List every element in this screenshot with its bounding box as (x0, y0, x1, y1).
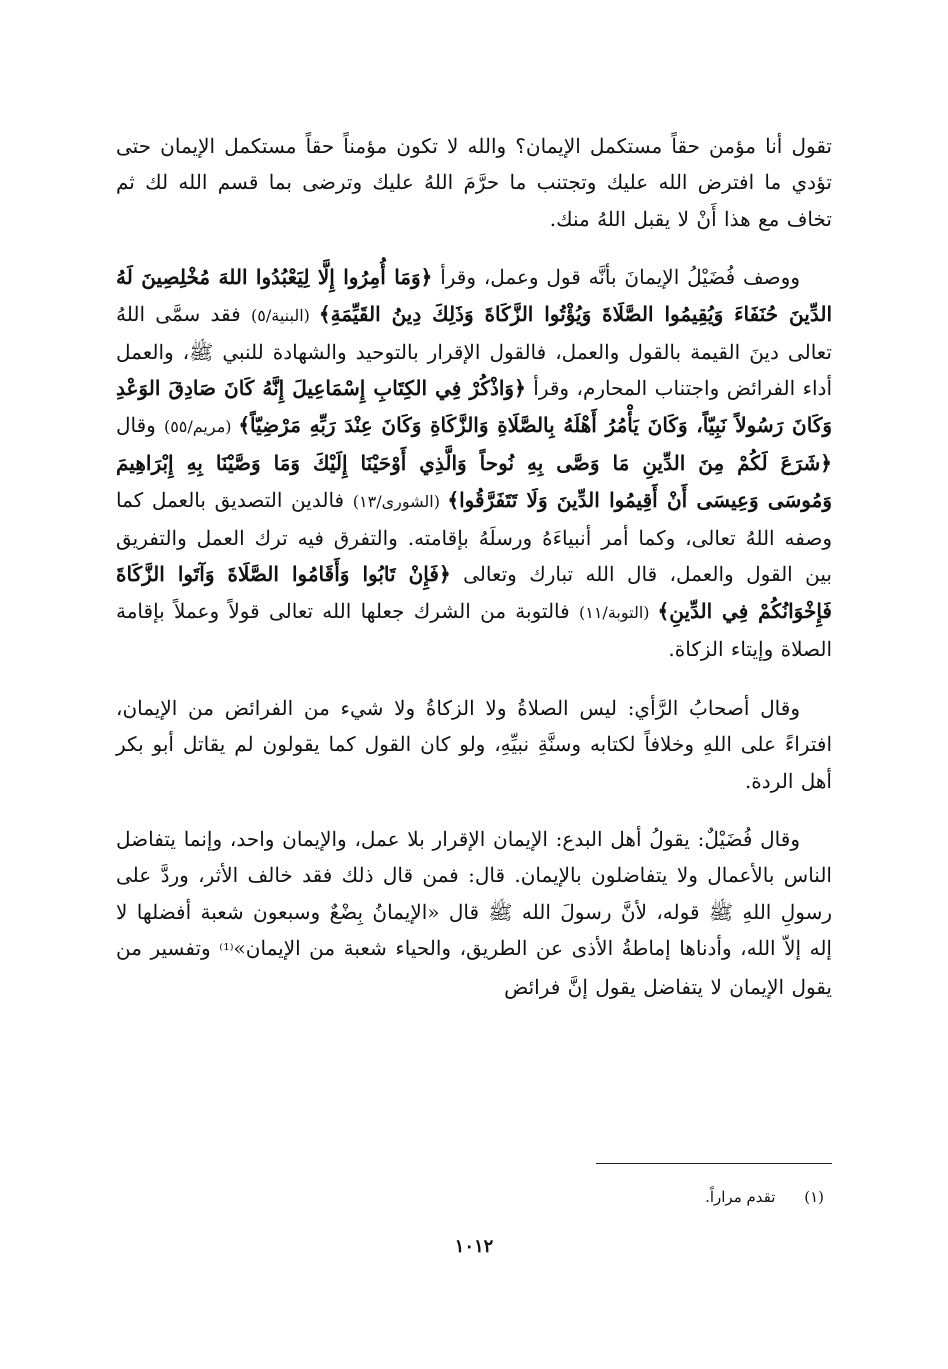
paragraph (116, 259, 832, 667)
verse-reference: (مريم/٥٥) (163, 416, 239, 436)
body-text: فقد سمَّى اللهُ تعالى دينَ القيمة بالقول والعمل، فالقول الإقرار بالتوحيد والشهادة للنبي ﷺ، والعمل أداء الفرائض واجتناب المحارم، وقرأ (116, 301, 833, 401)
body-text: فالدين التصديق بالعمل كما وصفه اللهُ تعالى، وكما أمر أنبياءَهُ ورسلَهُ بإقامته. والتفرق فيه ترك العمل والتفريق بين القول والعمل، قال الله تبارك وتعالى (116, 487, 832, 587)
footnote-separator (596, 1163, 832, 1164)
paragraph (116, 821, 832, 1005)
quran-verse: ﴿فَإِنْ تَابُوا وَأَقَامُوا الصَّلَاةَ وَآتَوا الزَّكَاةَ فَإِخْوَانُكُمْ فِي الدِّينِ﴾ (116, 562, 832, 623)
verse-reference: (البنية/٥) (251, 305, 319, 325)
quran-verse: ﴿وَاذْكُرْ فِي الكِتَابِ إِسْمَاعِيلَ إِنَّهُ كَانَ صَادِقَ الوَعْدِ وَكَانَ رَسُولاً نَبِيّاً، وَكَانَ يَأْمُرُ أَهْلَهُ بِالصَّلَاةِ وَالزَّكَاةِ وَكَانَ عِنْدَ رَبِّهِ مَرْضِيّاً﴾ (116, 376, 833, 437)
page-number: ١٠١٢ (454, 1236, 494, 1257)
verse-reference: ⁽¹⁾ (219, 940, 234, 960)
body-text: ووصف فُضَيْلُ الإيمانَ بأنَّه قول وعمل، وقرأ (432, 265, 800, 290)
page-body (116, 128, 832, 1027)
quran-verse: ﴿شَرَعَ لَكُمْ مِنَ الدِّينِ مَا وَصَّى بِهِ نُوحاً وَالَّذِي أَوْحَيْنَا إِلَيْكَ وَمَا وَصَّيْنَا بِهِ إِبْرَاهِيمَ وَمُوسَى وَعِيسَى أَنْ أَقِيمُوا الدِّينَ وَلَا تَتَفَرَّقُوا﴾ (116, 451, 833, 512)
quran-verse: ﴿وَمَا أُمِرُوا إِلَّا لِيَعْبُدُوا اللهَ مُخْلِصِينَ لَهُ الدِّينَ حُنَفَاءَ وَيُقِيمُوا الصَّلَاةَ وَيُؤْتُوا الزَّكَاةَ وَذَلِكَ دِينُ القَيِّمَةِ﴾ (116, 265, 832, 326)
verse-reference: (التوبة/١١) (578, 602, 658, 622)
footnote (705, 1188, 824, 1206)
body-text: فالتوبة من الشرك جعلها الله تعالى قولاً وعملاً بإقامة الصلاة وإيتاء الزكاة. (116, 598, 832, 662)
verse-reference: (الشورى/١٣) (352, 491, 448, 511)
paragraph (116, 690, 832, 799)
body-text: وتفسير من يقول الإيمان لا يتفاضل يقول إنَّ فرائض (116, 936, 832, 999)
footnote-number: (١) (804, 1188, 824, 1206)
footnote-text: تقدم مراراً. (705, 1188, 776, 1206)
body-text: تقول أنا مؤمن حقاً مستكمل الإيمان؟ والله لا تكون مؤمناً حقاً مستكمل الإيمان حتى تؤدي ما افترض الله عليك وتجتنب ما حرَّمَ اللهُ عليك وترضى بما قسم الله لك ثم تخاف مع هذا أَنْ لا يقبل اللهُ منك. (116, 134, 833, 231)
body-text: وقال فُضَيْلٌ: يقولُ أهل البدع: الإيمان الإقرار بلا عمل، والإيمان واحد، وإنما يتفاضل الناس بالأعمال ولا يتفاضلون بالإيمان. قال: فمن قال ذلك فقد خالف الأثر، وردَّ على رسولِ اللهِ ﷺ قوله، لأنَّ رسولَ الله ﷺ قال «الإيمانُ بِضْعٌ وسبعون شعبة أفضلها لا إله إلاّ الله، وأدناها إماطةُ الأذى عن الطريق، والحياء شعبة من الإيمان» (116, 826, 833, 961)
paragraph (116, 128, 832, 237)
body-text: وقال أصحابُ الرَّأي: ليس الصلاةُ ولا الزكاةُ ولا شيء من الفرائض من الإيمان، افتراءً على اللهِ وخلافاً لكتابه وسنَّةِ نبيِّهِ، ولو كان القول كما يقولون لم يقاتل أبو بكر أهل الردة. (116, 695, 832, 793)
body-text: وقال (116, 412, 164, 437)
